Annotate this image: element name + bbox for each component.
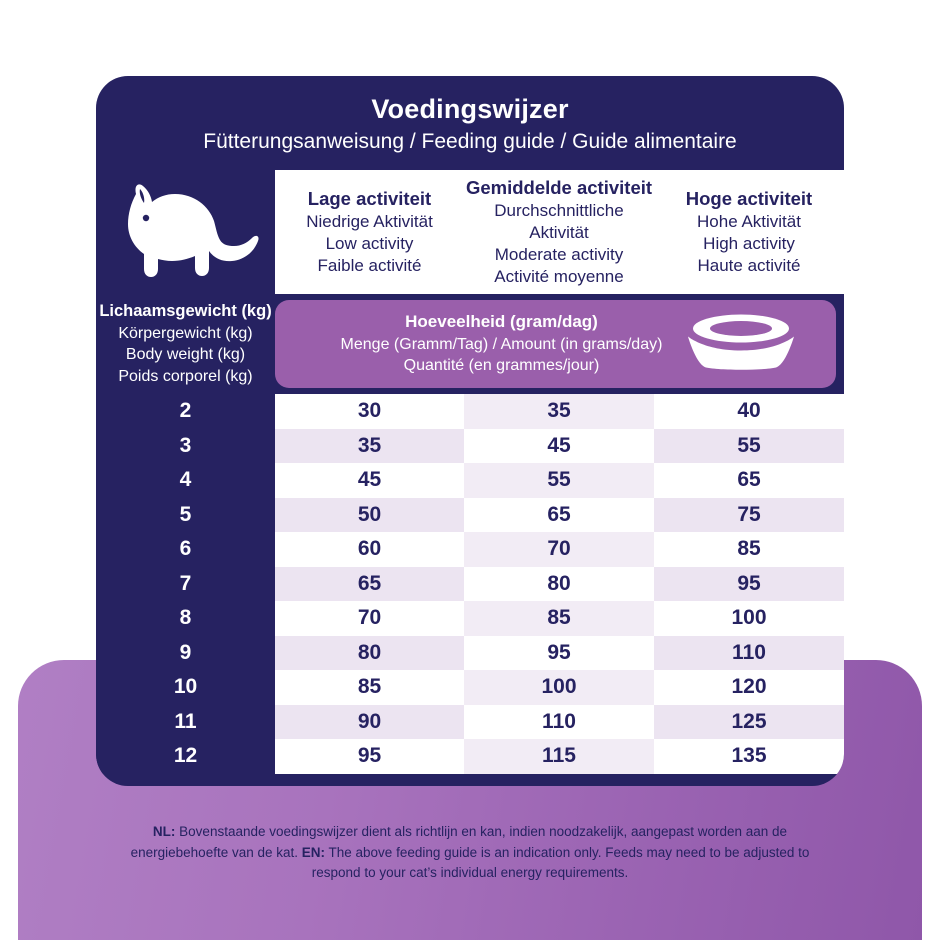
- header-low-activity-en: Low activity: [325, 233, 414, 253]
- cat-icon: [110, 265, 262, 282]
- moderate-activity-value: 55: [464, 463, 654, 498]
- amount-banner-cell: [275, 294, 844, 394]
- header-low-activity: [275, 170, 464, 294]
- header-high-activity: [654, 170, 844, 294]
- low-activity-value: 95: [275, 739, 464, 774]
- table-row: [96, 739, 844, 774]
- weight-value: 10: [96, 670, 275, 705]
- header-low-activity-fr: Faible activité: [317, 255, 422, 275]
- food-bowl-icon: [682, 313, 800, 376]
- table-row: [96, 567, 844, 602]
- feeding-guide-card: [96, 76, 844, 786]
- table-row: [96, 636, 844, 671]
- low-activity-value: 60: [275, 532, 464, 567]
- page-title: Voedingswijzer: [371, 94, 569, 124]
- weight-value: 5: [96, 498, 275, 533]
- feeding-table: [96, 170, 844, 774]
- cat-icon-cell: [96, 170, 275, 294]
- amount-banner-fr: Quantité (en grammes/jour): [403, 357, 600, 375]
- weight-header-en: Body weight (kg): [125, 346, 246, 364]
- footnote-nl-label: NL:: [152, 824, 176, 839]
- moderate-activity-value: 95: [464, 636, 654, 671]
- low-activity-value: 65: [275, 567, 464, 602]
- low-activity-value: 35: [275, 429, 464, 464]
- low-activity-value: 45: [275, 463, 464, 498]
- weight-header-de: Körpergewicht (kg): [118, 325, 253, 343]
- table-row: [96, 601, 844, 636]
- weight-value: 8: [96, 601, 275, 636]
- header-moderate-activity-de: Durchschnittliche Aktivität: [494, 200, 624, 242]
- low-activity-value: 80: [275, 636, 464, 671]
- table-row: [96, 394, 844, 429]
- moderate-activity-value: 85: [464, 601, 654, 636]
- weight-value: 7: [96, 567, 275, 602]
- header-high-activity-nl: Hoge activiteit: [685, 188, 813, 210]
- table-header-row: [96, 170, 844, 294]
- moderate-activity-value: 80: [464, 567, 654, 602]
- high-activity-value: 95: [654, 567, 844, 602]
- high-activity-value: 40: [654, 394, 844, 429]
- weight-value: 4: [96, 463, 275, 498]
- footnote-en-text: The above feeding guide is an indication only. Feeds may need to be adjusted to respond to your cat’s individual energy requirements.: [311, 844, 810, 881]
- weight-value: 12: [96, 739, 275, 774]
- amount-banner: [275, 300, 836, 388]
- footnote: [110, 822, 830, 884]
- high-activity-value: 125: [654, 705, 844, 740]
- high-activity-value: 110: [654, 636, 844, 671]
- low-activity-value: 90: [275, 705, 464, 740]
- moderate-activity-value: 45: [464, 429, 654, 464]
- header-moderate-activity-fr: Activité moyenne: [494, 266, 624, 286]
- weight-header-cell: [96, 294, 275, 394]
- low-activity-value: 70: [275, 601, 464, 636]
- feeding-table-wrapper: [96, 170, 844, 786]
- weight-header-nl: Lichaamsgewicht (kg): [99, 302, 272, 321]
- weight-value: 6: [96, 532, 275, 567]
- weight-header-fr: Poids corporel (kg): [118, 367, 253, 385]
- moderate-activity-value: 65: [464, 498, 654, 533]
- header-moderate-activity: [464, 170, 654, 294]
- table-row: [96, 532, 844, 567]
- table-body: [96, 394, 844, 774]
- weight-value: 3: [96, 429, 275, 464]
- low-activity-value: 50: [275, 498, 464, 533]
- table-row: [96, 670, 844, 705]
- high-activity-value: 100: [654, 601, 844, 636]
- amount-banner-de-en: Menge (Gramm/Tag) / Amount (in grams/day): [340, 335, 663, 353]
- page-subtitle: Fütterungsanweisung / Feeding guide / Guide alimentaire: [203, 130, 737, 153]
- moderate-activity-value: 100: [464, 670, 654, 705]
- table-row: [96, 463, 844, 498]
- table-row: [96, 498, 844, 533]
- amount-banner-nl: Hoeveelheid (gram/dag): [405, 312, 598, 332]
- high-activity-value: 85: [654, 532, 844, 567]
- footnote-nl-text: Bovenstaande voedingswijzer dient als richtlijn en kan, indien noodzakelijk, aangepast worden aan de energiebehoefte van de kat.: [130, 824, 788, 860]
- high-activity-value: 120: [654, 670, 844, 705]
- header-high-activity-en: High activity: [703, 233, 795, 253]
- high-activity-value: 55: [654, 429, 844, 464]
- table-row: [96, 429, 844, 464]
- table-subheader-row: [96, 294, 844, 394]
- weight-value: 11: [96, 705, 275, 740]
- header-high-activity-de: Hohe Aktivität: [697, 211, 801, 231]
- footnote-en-label: EN:: [301, 844, 326, 860]
- moderate-activity-value: 70: [464, 532, 654, 567]
- high-activity-value: 135: [654, 739, 844, 774]
- header-moderate-activity-en: Moderate activity: [494, 244, 624, 264]
- header-moderate-activity-nl: Gemiddelde activiteit: [465, 176, 653, 198]
- moderate-activity-value: 115: [464, 739, 654, 774]
- low-activity-value: 30: [275, 394, 464, 429]
- header-high-activity-fr: Haute activité: [697, 255, 801, 275]
- header-low-activity-nl: Lage activiteit: [307, 188, 432, 210]
- weight-value: 2: [96, 394, 275, 429]
- header-low-activity-de: Niedrige Aktivität: [306, 211, 433, 231]
- table-row: [96, 705, 844, 740]
- high-activity-value: 75: [654, 498, 844, 533]
- low-activity-value: 85: [275, 670, 464, 705]
- moderate-activity-value: 35: [464, 394, 654, 429]
- moderate-activity-value: 110: [464, 705, 654, 740]
- high-activity-value: 65: [654, 463, 844, 498]
- weight-value: 9: [96, 636, 275, 671]
